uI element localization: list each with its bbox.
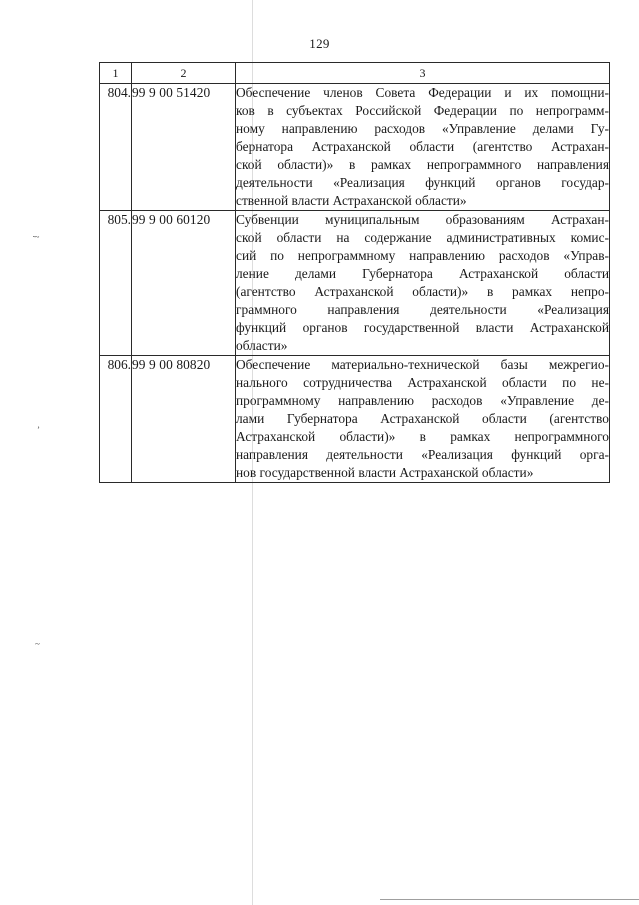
column-header-1: 1 xyxy=(100,63,132,84)
description-line: области» xyxy=(236,338,288,353)
description-line: ление делами Губернатора Астраханской области xyxy=(236,266,609,281)
description-line: ственной власти Астраханской области» xyxy=(236,193,467,208)
budget-classification-table xyxy=(99,62,610,483)
row-number: 805. xyxy=(100,211,132,356)
expense-description xyxy=(236,84,610,211)
table-header-row xyxy=(100,63,610,84)
table-row xyxy=(100,211,610,356)
description-line: ному направлению расходов «Управление делами Гу- xyxy=(236,121,609,136)
description-line: нального сотрудничества Астраханской области по не- xyxy=(236,375,609,390)
description-line: Субвенции муниципальным образованиям Астрахан- xyxy=(236,212,609,227)
description-line: сий по непрограммному направлению расходов «Управ- xyxy=(236,248,609,263)
column-header-2: 2 xyxy=(132,63,236,84)
expense-code: 99 9 00 80820 xyxy=(132,356,236,483)
description-line: программному направлению расходов «Управление де- xyxy=(236,393,609,408)
column-header-3: 3 xyxy=(236,63,610,84)
description-line: граммного направления деятельности «Реализация xyxy=(236,302,609,317)
description-line: бернатора Астраханской области (агентство Астрахан- xyxy=(236,139,609,154)
table-row xyxy=(100,84,610,211)
page-number: 129 xyxy=(309,36,330,51)
description-line: нов государственной власти Астраханской области» xyxy=(236,465,534,480)
expense-description xyxy=(236,356,610,483)
description-line: (агентство Астраханской области)» в рамках непро- xyxy=(236,284,609,299)
scan-speck: ʼ xyxy=(37,425,40,435)
description-line: ков в субъектах Российской Федерации по непрограмм- xyxy=(236,103,609,118)
description-line: Астраханской области)» в рамках непрограммного xyxy=(236,429,609,444)
description-line: Обеспечение членов Совета Федерации и их помощни- xyxy=(236,85,609,100)
description-line: деятельности «Реализация функций органов государ- xyxy=(236,175,609,190)
scan-edge-line xyxy=(380,899,639,900)
scan-speck: ~ xyxy=(35,639,40,649)
description-line: Обеспечение материально-технической базы межрегио- xyxy=(236,357,609,372)
row-number: 806. xyxy=(100,356,132,483)
description-line: функций органов государственной власти Астраханской xyxy=(236,320,609,335)
description-line: лами Губернатора Астраханской области (агентство xyxy=(236,411,609,426)
expense-code: 99 9 00 51420 xyxy=(132,84,236,211)
expense-code: 99 9 00 60120 xyxy=(132,211,236,356)
description-line: ской области на содержание административных комис- xyxy=(236,230,609,245)
description-line: ской области)» в рамках непрограммного направления xyxy=(236,157,609,172)
scan-speck: ᠊~ xyxy=(33,232,40,242)
expense-description xyxy=(236,211,610,356)
row-number: 804. xyxy=(100,84,132,211)
description-line: направления деятельности «Реализация функций орга- xyxy=(236,447,609,462)
table-row xyxy=(100,356,610,483)
